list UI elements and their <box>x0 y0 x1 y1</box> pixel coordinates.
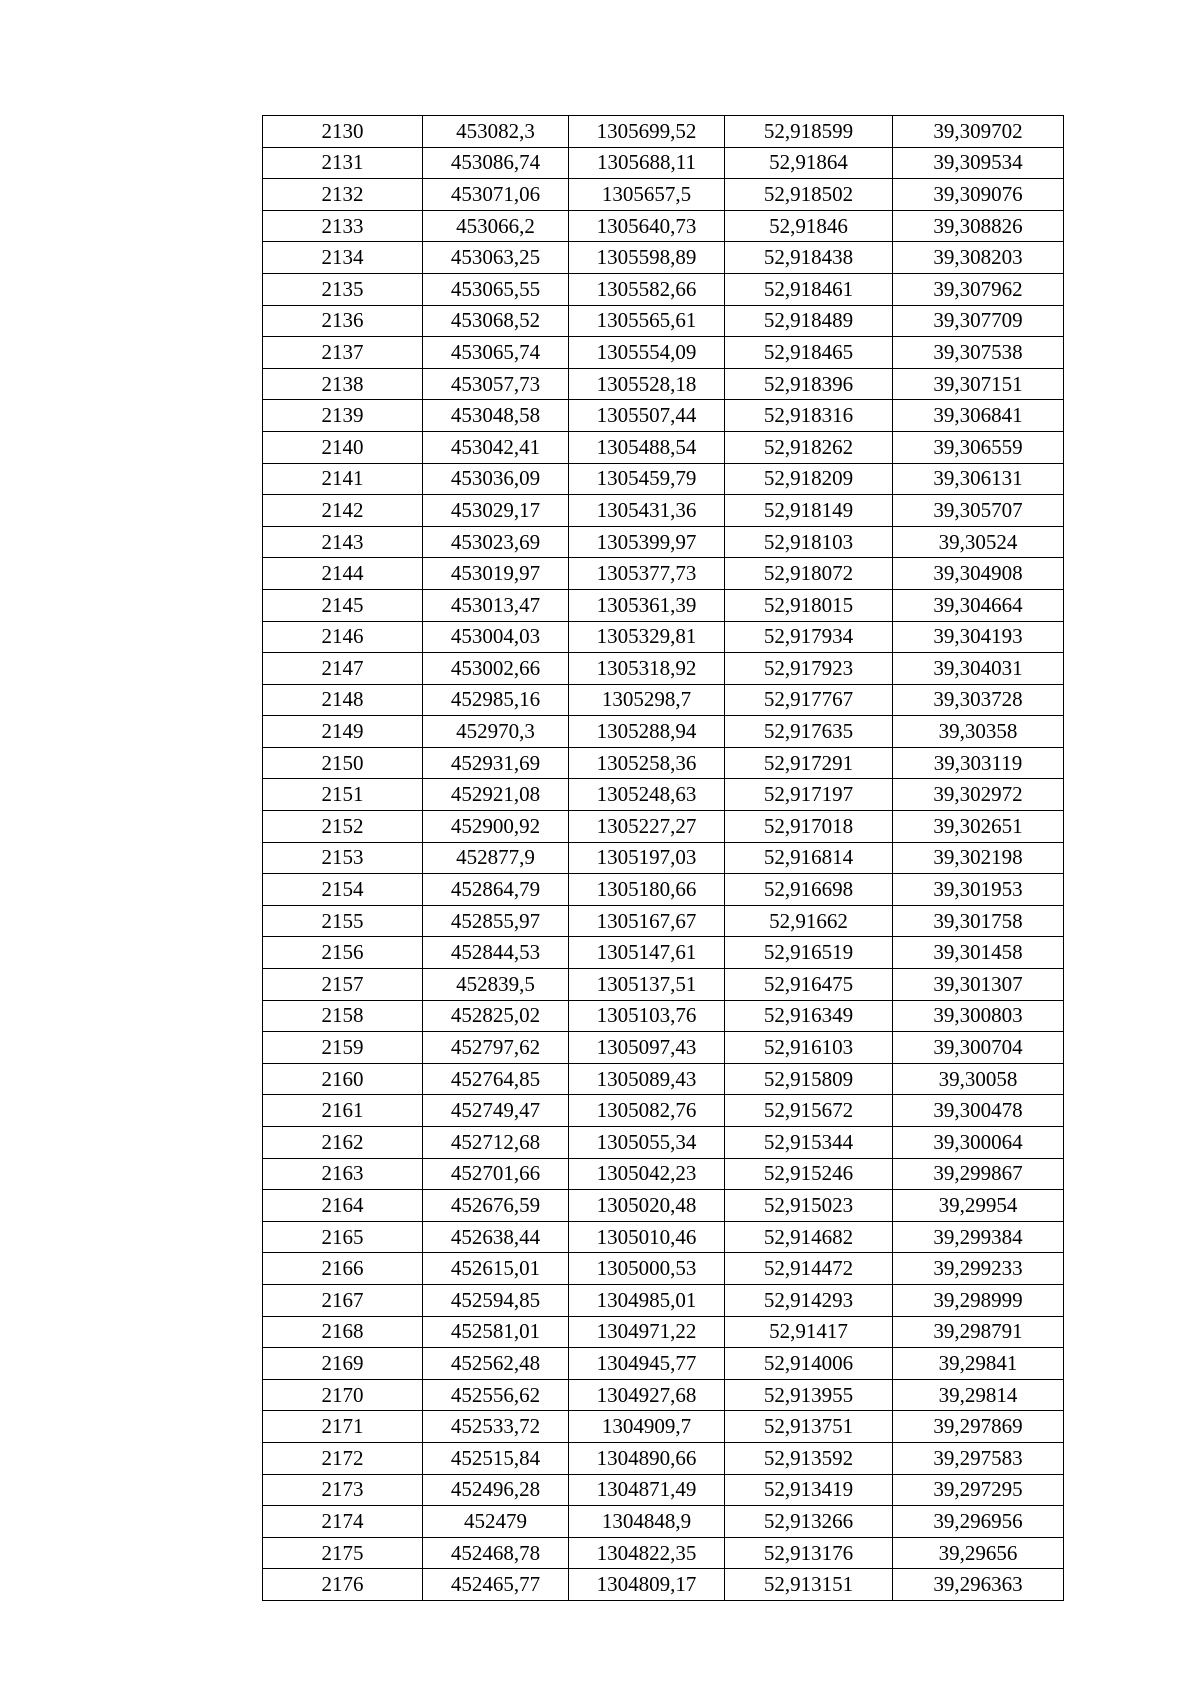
table-row <box>263 179 1064 211</box>
longitude-cell: 39,302651 <box>893 811 1064 843</box>
table-row <box>263 842 1064 874</box>
longitude-cell: 39,300064 <box>893 1127 1064 1159</box>
y-coordinate-cell: 1304985,01 <box>569 1284 725 1316</box>
table-row <box>263 937 1064 969</box>
longitude-cell: 39,298999 <box>893 1284 1064 1316</box>
x-coordinate-cell: 452844,53 <box>423 937 569 969</box>
x-coordinate-cell: 452877,9 <box>423 842 569 874</box>
y-coordinate-cell: 1305055,34 <box>569 1127 725 1159</box>
x-coordinate-cell: 452479 <box>423 1506 569 1538</box>
table-row <box>263 653 1064 685</box>
latitude-cell: 52,913176 <box>725 1537 893 1569</box>
latitude-cell: 52,918316 <box>725 400 893 432</box>
longitude-cell: 39,306841 <box>893 400 1064 432</box>
table-row <box>263 905 1064 937</box>
coordinates-table <box>262 115 1064 1601</box>
table-row <box>263 210 1064 242</box>
point-number-cell: 2134 <box>263 242 423 274</box>
point-number-cell: 2141 <box>263 463 423 495</box>
latitude-cell: 52,917197 <box>725 779 893 811</box>
longitude-cell: 39,299233 <box>893 1253 1064 1285</box>
longitude-cell: 39,299384 <box>893 1221 1064 1253</box>
longitude-cell: 39,304908 <box>893 558 1064 590</box>
latitude-cell: 52,913266 <box>725 1506 893 1538</box>
latitude-cell: 52,917923 <box>725 653 893 685</box>
y-coordinate-cell: 1305565,61 <box>569 305 725 337</box>
table-row <box>263 147 1064 179</box>
latitude-cell: 52,915672 <box>725 1095 893 1127</box>
latitude-cell: 52,916519 <box>725 937 893 969</box>
y-coordinate-cell: 1305598,89 <box>569 242 725 274</box>
longitude-cell: 39,30524 <box>893 526 1064 558</box>
table-row <box>263 811 1064 843</box>
point-number-cell: 2155 <box>263 905 423 937</box>
latitude-cell: 52,918599 <box>725 116 893 148</box>
y-coordinate-cell: 1305197,03 <box>569 842 725 874</box>
longitude-cell: 39,296956 <box>893 1506 1064 1538</box>
x-coordinate-cell: 452864,79 <box>423 874 569 906</box>
point-number-cell: 2171 <box>263 1411 423 1443</box>
point-number-cell: 2173 <box>263 1474 423 1506</box>
point-number-cell: 2163 <box>263 1158 423 1190</box>
x-coordinate-cell: 453002,66 <box>423 653 569 685</box>
latitude-cell: 52,91864 <box>725 147 893 179</box>
longitude-cell: 39,301458 <box>893 937 1064 969</box>
latitude-cell: 52,918461 <box>725 273 893 305</box>
point-number-cell: 2157 <box>263 969 423 1001</box>
latitude-cell: 52,916814 <box>725 842 893 874</box>
x-coordinate-cell: 453029,17 <box>423 495 569 527</box>
table-row <box>263 684 1064 716</box>
y-coordinate-cell: 1305097,43 <box>569 1032 725 1064</box>
table-row <box>263 1063 1064 1095</box>
latitude-cell: 52,914682 <box>725 1221 893 1253</box>
x-coordinate-cell: 452855,97 <box>423 905 569 937</box>
y-coordinate-cell: 1305180,66 <box>569 874 725 906</box>
x-coordinate-cell: 452468,78 <box>423 1537 569 1569</box>
table-row <box>263 1158 1064 1190</box>
longitude-cell: 39,29954 <box>893 1190 1064 1222</box>
longitude-cell: 39,309076 <box>893 179 1064 211</box>
latitude-cell: 52,913751 <box>725 1411 893 1443</box>
latitude-cell: 52,918396 <box>725 368 893 400</box>
y-coordinate-cell: 1305167,67 <box>569 905 725 937</box>
x-coordinate-cell: 453071,06 <box>423 179 569 211</box>
latitude-cell: 52,915023 <box>725 1190 893 1222</box>
x-coordinate-cell: 452496,28 <box>423 1474 569 1506</box>
y-coordinate-cell: 1305010,46 <box>569 1221 725 1253</box>
latitude-cell: 52,918149 <box>725 495 893 527</box>
y-coordinate-cell: 1305082,76 <box>569 1095 725 1127</box>
point-number-cell: 2150 <box>263 747 423 779</box>
point-number-cell: 2159 <box>263 1032 423 1064</box>
longitude-cell: 39,305707 <box>893 495 1064 527</box>
table-row <box>263 1506 1064 1538</box>
y-coordinate-cell: 1305699,52 <box>569 116 725 148</box>
latitude-cell: 52,915246 <box>725 1158 893 1190</box>
point-number-cell: 2146 <box>263 621 423 653</box>
latitude-cell: 52,914293 <box>725 1284 893 1316</box>
longitude-cell: 39,307709 <box>893 305 1064 337</box>
longitude-cell: 39,302972 <box>893 779 1064 811</box>
y-coordinate-cell: 1305000,53 <box>569 1253 725 1285</box>
longitude-cell: 39,306559 <box>893 431 1064 463</box>
longitude-cell: 39,302198 <box>893 842 1064 874</box>
table-row <box>263 1411 1064 1443</box>
x-coordinate-cell: 453082,3 <box>423 116 569 148</box>
point-number-cell: 2165 <box>263 1221 423 1253</box>
longitude-cell: 39,29656 <box>893 1537 1064 1569</box>
latitude-cell: 52,913592 <box>725 1442 893 1474</box>
table-row <box>263 779 1064 811</box>
latitude-cell: 52,917635 <box>725 716 893 748</box>
x-coordinate-cell: 453048,58 <box>423 400 569 432</box>
table-row <box>263 969 1064 1001</box>
latitude-cell: 52,913419 <box>725 1474 893 1506</box>
table-row <box>263 116 1064 148</box>
point-number-cell: 2153 <box>263 842 423 874</box>
y-coordinate-cell: 1305020,48 <box>569 1190 725 1222</box>
longitude-cell: 39,306131 <box>893 463 1064 495</box>
y-coordinate-cell: 1305288,94 <box>569 716 725 748</box>
x-coordinate-cell: 452676,59 <box>423 1190 569 1222</box>
table-row <box>263 526 1064 558</box>
x-coordinate-cell: 452594,85 <box>423 1284 569 1316</box>
x-coordinate-cell: 452533,72 <box>423 1411 569 1443</box>
table-row <box>263 242 1064 274</box>
y-coordinate-cell: 1305103,76 <box>569 1000 725 1032</box>
point-number-cell: 2139 <box>263 400 423 432</box>
x-coordinate-cell: 452615,01 <box>423 1253 569 1285</box>
x-coordinate-cell: 453004,03 <box>423 621 569 653</box>
x-coordinate-cell: 452712,68 <box>423 1127 569 1159</box>
longitude-cell: 39,309702 <box>893 116 1064 148</box>
point-number-cell: 2144 <box>263 558 423 590</box>
x-coordinate-cell: 453019,97 <box>423 558 569 590</box>
table-row <box>263 1537 1064 1569</box>
y-coordinate-cell: 1304822,35 <box>569 1537 725 1569</box>
table-row <box>263 1379 1064 1411</box>
latitude-cell: 52,91417 <box>725 1316 893 1348</box>
table-row <box>263 621 1064 653</box>
longitude-cell: 39,304193 <box>893 621 1064 653</box>
longitude-cell: 39,296363 <box>893 1569 1064 1601</box>
point-number-cell: 2170 <box>263 1379 423 1411</box>
y-coordinate-cell: 1305399,97 <box>569 526 725 558</box>
table-row <box>263 1221 1064 1253</box>
table-row <box>263 1000 1064 1032</box>
point-number-cell: 2160 <box>263 1063 423 1095</box>
x-coordinate-cell: 452638,44 <box>423 1221 569 1253</box>
y-coordinate-cell: 1305640,73 <box>569 210 725 242</box>
x-coordinate-cell: 452900,92 <box>423 811 569 843</box>
table-row <box>263 1095 1064 1127</box>
latitude-cell: 52,913151 <box>725 1569 893 1601</box>
table-row <box>263 305 1064 337</box>
longitude-cell: 39,297869 <box>893 1411 1064 1443</box>
y-coordinate-cell: 1305298,7 <box>569 684 725 716</box>
point-number-cell: 2135 <box>263 273 423 305</box>
latitude-cell: 52,91846 <box>725 210 893 242</box>
point-number-cell: 2142 <box>263 495 423 527</box>
table-row <box>263 368 1064 400</box>
x-coordinate-cell: 453063,25 <box>423 242 569 274</box>
x-coordinate-cell: 453065,55 <box>423 273 569 305</box>
latitude-cell: 52,917934 <box>725 621 893 653</box>
y-coordinate-cell: 1305488,54 <box>569 431 725 463</box>
x-coordinate-cell: 453036,09 <box>423 463 569 495</box>
y-coordinate-cell: 1304809,17 <box>569 1569 725 1601</box>
x-coordinate-cell: 452556,62 <box>423 1379 569 1411</box>
y-coordinate-cell: 1305688,11 <box>569 147 725 179</box>
point-number-cell: 2154 <box>263 874 423 906</box>
x-coordinate-cell: 452839,5 <box>423 969 569 1001</box>
longitude-cell: 39,301307 <box>893 969 1064 1001</box>
latitude-cell: 52,918072 <box>725 558 893 590</box>
y-coordinate-cell: 1304971,22 <box>569 1316 725 1348</box>
point-number-cell: 2148 <box>263 684 423 716</box>
longitude-cell: 39,300803 <box>893 1000 1064 1032</box>
x-coordinate-cell: 453086,74 <box>423 147 569 179</box>
x-coordinate-cell: 453023,69 <box>423 526 569 558</box>
point-number-cell: 2138 <box>263 368 423 400</box>
latitude-cell: 52,916475 <box>725 969 893 1001</box>
point-number-cell: 2136 <box>263 305 423 337</box>
latitude-cell: 52,917291 <box>725 747 893 779</box>
longitude-cell: 39,308203 <box>893 242 1064 274</box>
x-coordinate-cell: 452465,77 <box>423 1569 569 1601</box>
y-coordinate-cell: 1305431,36 <box>569 495 725 527</box>
point-number-cell: 2167 <box>263 1284 423 1316</box>
table-row <box>263 431 1064 463</box>
point-number-cell: 2162 <box>263 1127 423 1159</box>
latitude-cell: 52,918465 <box>725 337 893 369</box>
point-number-cell: 2151 <box>263 779 423 811</box>
point-number-cell: 2140 <box>263 431 423 463</box>
longitude-cell: 39,303119 <box>893 747 1064 779</box>
table-row <box>263 400 1064 432</box>
y-coordinate-cell: 1305318,92 <box>569 653 725 685</box>
point-number-cell: 2174 <box>263 1506 423 1538</box>
table-row <box>263 1569 1064 1601</box>
table-row <box>263 716 1064 748</box>
y-coordinate-cell: 1304927,68 <box>569 1379 725 1411</box>
point-number-cell: 2176 <box>263 1569 423 1601</box>
point-number-cell: 2175 <box>263 1537 423 1569</box>
longitude-cell: 39,304664 <box>893 589 1064 621</box>
y-coordinate-cell: 1304945,77 <box>569 1348 725 1380</box>
x-coordinate-cell: 453013,47 <box>423 589 569 621</box>
latitude-cell: 52,915344 <box>725 1127 893 1159</box>
point-number-cell: 2156 <box>263 937 423 969</box>
latitude-cell: 52,916698 <box>725 874 893 906</box>
point-number-cell: 2131 <box>263 147 423 179</box>
table-row <box>263 1316 1064 1348</box>
table-row <box>263 589 1064 621</box>
point-number-cell: 2172 <box>263 1442 423 1474</box>
x-coordinate-cell: 453065,74 <box>423 337 569 369</box>
latitude-cell: 52,918015 <box>725 589 893 621</box>
point-number-cell: 2169 <box>263 1348 423 1380</box>
x-coordinate-cell: 452701,66 <box>423 1158 569 1190</box>
y-coordinate-cell: 1305459,79 <box>569 463 725 495</box>
x-coordinate-cell: 452581,01 <box>423 1316 569 1348</box>
x-coordinate-cell: 452764,85 <box>423 1063 569 1095</box>
longitude-cell: 39,298791 <box>893 1316 1064 1348</box>
table-row <box>263 1253 1064 1285</box>
y-coordinate-cell: 1305657,5 <box>569 179 725 211</box>
x-coordinate-cell: 452515,84 <box>423 1442 569 1474</box>
table-row <box>263 1442 1064 1474</box>
y-coordinate-cell: 1305137,51 <box>569 969 725 1001</box>
point-number-cell: 2145 <box>263 589 423 621</box>
longitude-cell: 39,30058 <box>893 1063 1064 1095</box>
x-coordinate-cell: 452931,69 <box>423 747 569 779</box>
latitude-cell: 52,918262 <box>725 431 893 463</box>
latitude-cell: 52,913955 <box>725 1379 893 1411</box>
x-coordinate-cell: 453068,52 <box>423 305 569 337</box>
table-row <box>263 463 1064 495</box>
table-row <box>263 495 1064 527</box>
coordinates-table-body <box>263 116 1064 1601</box>
latitude-cell: 52,917018 <box>725 811 893 843</box>
x-coordinate-cell: 452985,16 <box>423 684 569 716</box>
table-row <box>263 874 1064 906</box>
x-coordinate-cell: 452797,62 <box>423 1032 569 1064</box>
point-number-cell: 2132 <box>263 179 423 211</box>
table-row <box>263 1284 1064 1316</box>
longitude-cell: 39,29814 <box>893 1379 1064 1411</box>
x-coordinate-cell: 453066,2 <box>423 210 569 242</box>
x-coordinate-cell: 453042,41 <box>423 431 569 463</box>
longitude-cell: 39,301953 <box>893 874 1064 906</box>
point-number-cell: 2164 <box>263 1190 423 1222</box>
latitude-cell: 52,918438 <box>725 242 893 274</box>
y-coordinate-cell: 1305582,66 <box>569 273 725 305</box>
table-row <box>263 273 1064 305</box>
latitude-cell: 52,918209 <box>725 463 893 495</box>
y-coordinate-cell: 1305147,61 <box>569 937 725 969</box>
longitude-cell: 39,304031 <box>893 653 1064 685</box>
latitude-cell: 52,916103 <box>725 1032 893 1064</box>
longitude-cell: 39,300478 <box>893 1095 1064 1127</box>
point-number-cell: 2133 <box>263 210 423 242</box>
longitude-cell: 39,297583 <box>893 1442 1064 1474</box>
longitude-cell: 39,301758 <box>893 905 1064 937</box>
longitude-cell: 39,307538 <box>893 337 1064 369</box>
y-coordinate-cell: 1305258,36 <box>569 747 725 779</box>
longitude-cell: 39,30358 <box>893 716 1064 748</box>
latitude-cell: 52,915809 <box>725 1063 893 1095</box>
latitude-cell: 52,914472 <box>725 1253 893 1285</box>
table-row <box>263 337 1064 369</box>
y-coordinate-cell: 1305554,09 <box>569 337 725 369</box>
longitude-cell: 39,303728 <box>893 684 1064 716</box>
longitude-cell: 39,309534 <box>893 147 1064 179</box>
point-number-cell: 2143 <box>263 526 423 558</box>
table-row <box>263 1127 1064 1159</box>
point-number-cell: 2166 <box>263 1253 423 1285</box>
y-coordinate-cell: 1304848,9 <box>569 1506 725 1538</box>
y-coordinate-cell: 1305528,18 <box>569 368 725 400</box>
table-row <box>263 747 1064 779</box>
y-coordinate-cell: 1304890,66 <box>569 1442 725 1474</box>
table-row <box>263 1190 1064 1222</box>
x-coordinate-cell: 452749,47 <box>423 1095 569 1127</box>
latitude-cell: 52,918489 <box>725 305 893 337</box>
x-coordinate-cell: 452562,48 <box>423 1348 569 1380</box>
x-coordinate-cell: 452970,3 <box>423 716 569 748</box>
y-coordinate-cell: 1305042,23 <box>569 1158 725 1190</box>
longitude-cell: 39,29841 <box>893 1348 1064 1380</box>
point-number-cell: 2161 <box>263 1095 423 1127</box>
latitude-cell: 52,916349 <box>725 1000 893 1032</box>
longitude-cell: 39,300704 <box>893 1032 1064 1064</box>
y-coordinate-cell: 1305507,44 <box>569 400 725 432</box>
longitude-cell: 39,299867 <box>893 1158 1064 1190</box>
longitude-cell: 39,307962 <box>893 273 1064 305</box>
longitude-cell: 39,308826 <box>893 210 1064 242</box>
y-coordinate-cell: 1305227,27 <box>569 811 725 843</box>
latitude-cell: 52,91662 <box>725 905 893 937</box>
point-number-cell: 2149 <box>263 716 423 748</box>
point-number-cell: 2130 <box>263 116 423 148</box>
table-row <box>263 1474 1064 1506</box>
x-coordinate-cell: 453057,73 <box>423 368 569 400</box>
table-row <box>263 1348 1064 1380</box>
latitude-cell: 52,917767 <box>725 684 893 716</box>
y-coordinate-cell: 1304909,7 <box>569 1411 725 1443</box>
y-coordinate-cell: 1305248,63 <box>569 779 725 811</box>
x-coordinate-cell: 452921,08 <box>423 779 569 811</box>
latitude-cell: 52,918103 <box>725 526 893 558</box>
y-coordinate-cell: 1304871,49 <box>569 1474 725 1506</box>
y-coordinate-cell: 1305361,39 <box>569 589 725 621</box>
table-row <box>263 558 1064 590</box>
point-number-cell: 2147 <box>263 653 423 685</box>
longitude-cell: 39,307151 <box>893 368 1064 400</box>
point-number-cell: 2168 <box>263 1316 423 1348</box>
y-coordinate-cell: 1305089,43 <box>569 1063 725 1095</box>
y-coordinate-cell: 1305377,73 <box>569 558 725 590</box>
point-number-cell: 2137 <box>263 337 423 369</box>
latitude-cell: 52,914006 <box>725 1348 893 1380</box>
point-number-cell: 2158 <box>263 1000 423 1032</box>
table-row <box>263 1032 1064 1064</box>
x-coordinate-cell: 452825,02 <box>423 1000 569 1032</box>
point-number-cell: 2152 <box>263 811 423 843</box>
latitude-cell: 52,918502 <box>725 179 893 211</box>
y-coordinate-cell: 1305329,81 <box>569 621 725 653</box>
longitude-cell: 39,297295 <box>893 1474 1064 1506</box>
